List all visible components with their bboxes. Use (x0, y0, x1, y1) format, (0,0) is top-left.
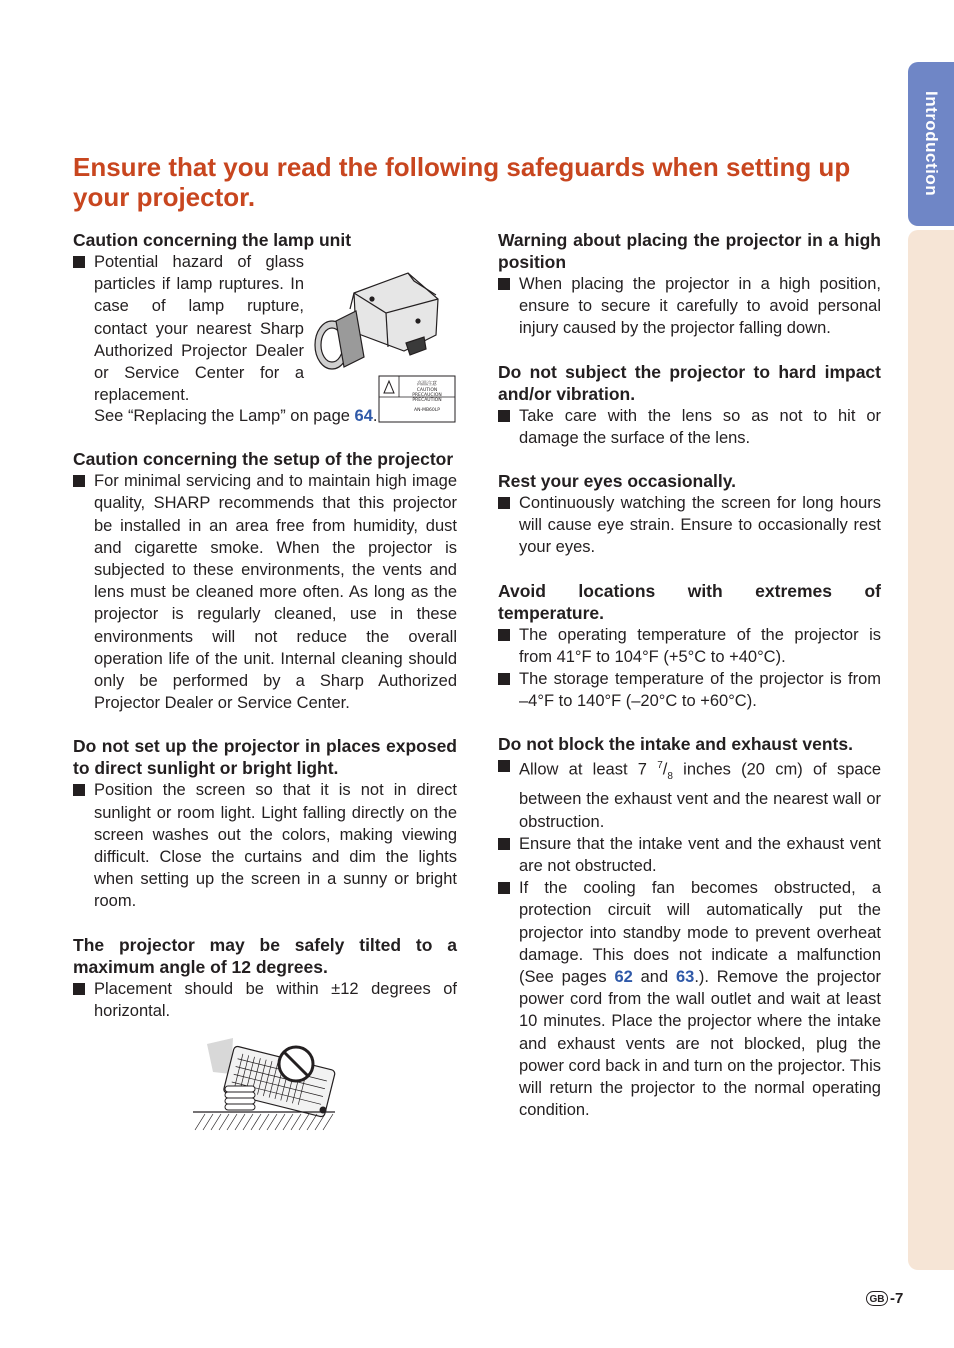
page-number (866, 1290, 903, 1307)
temp-operating-text: The operating temperature of the projector is from 41°F to 104°F (+5°C to +40°C). (519, 625, 881, 666)
bullet-icon (498, 673, 510, 685)
vents-heading: Do not block the intake and exhaust vents. (498, 734, 853, 755)
eyes-heading: Rest your eyes occasionally. (498, 471, 736, 492)
bullet-icon (498, 278, 510, 290)
bullet-icon (73, 475, 85, 487)
lamp-heading: Caution concerning the lamp unit (73, 230, 352, 250)
vents-space-text-b: inches (20 cm) of space between the exhaust vent and the nearest wall or obstruction. (519, 760, 881, 831)
setup-heading: Caution concerning the setup of the projector (73, 449, 454, 470)
high-item (498, 273, 881, 340)
lamp-text: Potential hazard of glass particles if lamp ruptures. In case of lamp rupture, contact your nearest Sharp Authorized Projector Dealer or Service Center for a replacement. (94, 253, 304, 405)
see-prefix: See “Replacing the Lamp” on page (94, 407, 355, 425)
vents-fan-text-b: .). Remove the projector power cord from the wall outlet and wait at least 10 minutes. Place the projector where the intake and exhaust vents are not blocked, plug the power cord back in and turn on the projector. This will return the projector to the normal operating condition. (519, 968, 881, 1120)
eyes-section (498, 470, 881, 559)
vents-fan-and: and (632, 968, 676, 987)
tilt-item (73, 978, 457, 1022)
lamp-label-line1: 高温注意 (416, 381, 438, 387)
bullet-icon (73, 983, 85, 995)
lamp-label-line4: PRECAUTION (412, 398, 442, 403)
bullet-icon (498, 882, 510, 894)
setup-section (73, 448, 457, 714)
page-link-64[interactable]: 64 (354, 407, 373, 425)
high-heading: Warning about placing the projector in a high position (498, 230, 881, 272)
bullet-icon (498, 760, 510, 772)
bullet-icon (73, 256, 85, 268)
impact-text: Take care with the lens so as not to hit or damage the surface of the lens. (519, 406, 881, 447)
tilt-heading: The projector may be safely tilted to a maximum angle of 12 degrees. (73, 934, 457, 977)
lamp-label-line2: CAUTION (416, 388, 438, 393)
right-column (498, 229, 881, 1142)
bullet-icon (498, 629, 510, 641)
side-tab-label: Introduction (922, 91, 941, 197)
temp-item-operating (498, 624, 881, 668)
tilt-text: Placement should be within ±12 degrees of horizontal. (94, 979, 457, 1020)
sunlight-section (73, 735, 457, 912)
bullet-icon (498, 838, 510, 850)
setup-text: For minimal servicing and to maintain high image quality, SHARP recommends that this projector be installed in an area free from humidity, dust and cigarette smoke. When the projector is subjected to these environments, the vents and lens must be cleaned more often. As long as the projector is regularly cleaned, use in these environments will not reduce the overall operation life of the unit. Internal cleaning should only be performed by a Sharp Authorized Projector Dealer or Service Center. (94, 472, 457, 713)
bullet-icon (498, 497, 510, 509)
eyes-text: Continuously watching the screen for long hours will cause eye strain. Ensure to occasionally rest your eyes. (519, 494, 881, 557)
vents-fan-text-a: If the cooling fan becomes obstructed, a protection circuit will automatically put the projector into standby mode to prevent overheat damage. This does not indicate a malfunction (See pages (519, 879, 881, 987)
page-title: Ensure that you read the following safeguards when setting up your projector. (73, 152, 851, 212)
gb-badge-icon: GB (866, 1291, 888, 1306)
page-link-62[interactable]: 62 (614, 968, 633, 987)
lamp-section (73, 229, 457, 427)
lamp-block (73, 251, 457, 413)
see-suffix: . (372, 407, 378, 425)
left-column (73, 229, 457, 1158)
vents-unobstructed-text: Ensure that the intake vent and the exhaust vent are not obstructed. (519, 834, 881, 876)
bullet-icon (498, 410, 510, 422)
lamp-unit-illustration (306, 251, 456, 413)
sunlight-item (73, 779, 457, 912)
lamp-label-line3: PRECAUCION (412, 393, 442, 398)
fraction-numerator: 7 (657, 760, 663, 772)
setup-item (73, 470, 457, 714)
lamp-label-model: AN-MB60LP (414, 408, 440, 413)
bullet-icon (73, 784, 85, 796)
temp-section (498, 580, 881, 713)
vents-section (498, 733, 881, 1121)
vents-item-fan (498, 877, 881, 1121)
lamp-item (73, 251, 304, 406)
fraction-slash: / (662, 760, 668, 779)
sunlight-text: Position the screen so that it is not in direct sunlight or room light. Light falling directly on the screen washes out the colors, making viewing difficult. Close the curtains and dim the lights when setting up the screen in a sunny or bright room. (94, 781, 457, 911)
eyes-item (498, 492, 881, 559)
fraction-denominator: 8 (667, 771, 673, 783)
high-section (498, 229, 881, 340)
impact-section (498, 361, 881, 449)
tilt-section (73, 934, 457, 1137)
vents-item-unobstructed (498, 833, 881, 877)
page-number-text: -7 (890, 1290, 904, 1307)
impact-item (498, 405, 881, 449)
temp-heading: Avoid locations with extremes of temperature. (498, 580, 881, 623)
vents-item-space (498, 755, 881, 832)
high-text: When placing the projector in a high position, ensure to secure it carefully to avoid personal injury caused by the projector falling down. (519, 275, 881, 338)
sunlight-heading: Do not set up the projector in places exposed to direct sunlight or bright light. (73, 736, 457, 779)
side-strip (908, 230, 954, 1270)
page-link-63[interactable]: 63 (675, 968, 695, 987)
vents-space-text-a: Allow at least 7 (519, 760, 658, 779)
temp-storage-text: The storage temperature of the projector is from –4°F to 140°F (–20°C to +60°C). (519, 670, 881, 711)
impact-heading: Do not subject the projector to hard impact and/or vibration. (498, 361, 881, 404)
tilted-projector-illustration (193, 1034, 335, 1132)
temp-item-storage (498, 668, 881, 712)
